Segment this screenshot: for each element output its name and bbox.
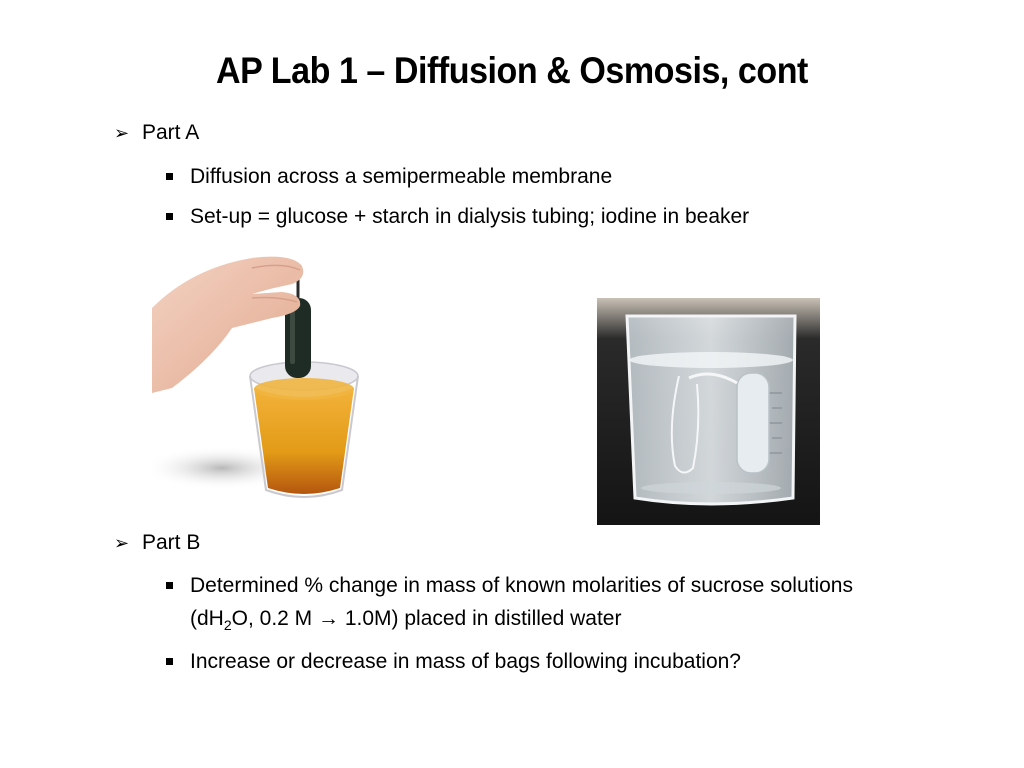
- subscript-2: 2: [223, 617, 232, 634]
- part-a-bullet-2: [166, 199, 749, 234]
- arrow-bullet-icon: ➢: [114, 122, 130, 143]
- part-b-bullet-1-line-2: [190, 601, 853, 643]
- square-bullet-icon: [166, 582, 173, 589]
- part-b-bullet-1: [166, 568, 853, 643]
- part-a-heading: [114, 121, 199, 145]
- square-bullet-icon: [166, 173, 173, 180]
- part-a-label: Part A: [142, 121, 200, 144]
- hand-dialysis-bag-in-cup-photo: [152, 248, 364, 506]
- part-b-bullet-2: [166, 644, 741, 679]
- part-b-bullet-1-text: [190, 568, 853, 643]
- line2-suffix: O, 0.2 M → 1.0M) placed in distilled water: [231, 607, 622, 630]
- part-a-bullet-2-text: Set-up = glucose + starch in dialysis tubing; iodine in beaker: [190, 205, 750, 228]
- square-bullet-icon: [166, 213, 173, 220]
- part-a-bullet-1: [166, 159, 612, 194]
- part-a-bullet-1-text: Diffusion across a semipermeable membrane: [190, 165, 613, 188]
- square-bullet-icon: [166, 658, 173, 665]
- slide-title: AP Lab 1 – Diffusion & Osmosis, cont: [216, 50, 808, 91]
- dialysis-tubing-in-beaker-photo: [597, 298, 820, 525]
- part-b-bullet-1-line-1: Determined % change in mass of known molarities of sucrose solutions: [190, 574, 853, 597]
- part-b-bullet-2-text: Increase or decrease in mass of bags following incubation?: [190, 650, 741, 673]
- arrow-bullet-icon: ➢: [114, 532, 130, 553]
- part-b-heading: [114, 531, 200, 555]
- line2-prefix: (dH: [190, 607, 224, 630]
- part-b-label: Part B: [142, 531, 201, 554]
